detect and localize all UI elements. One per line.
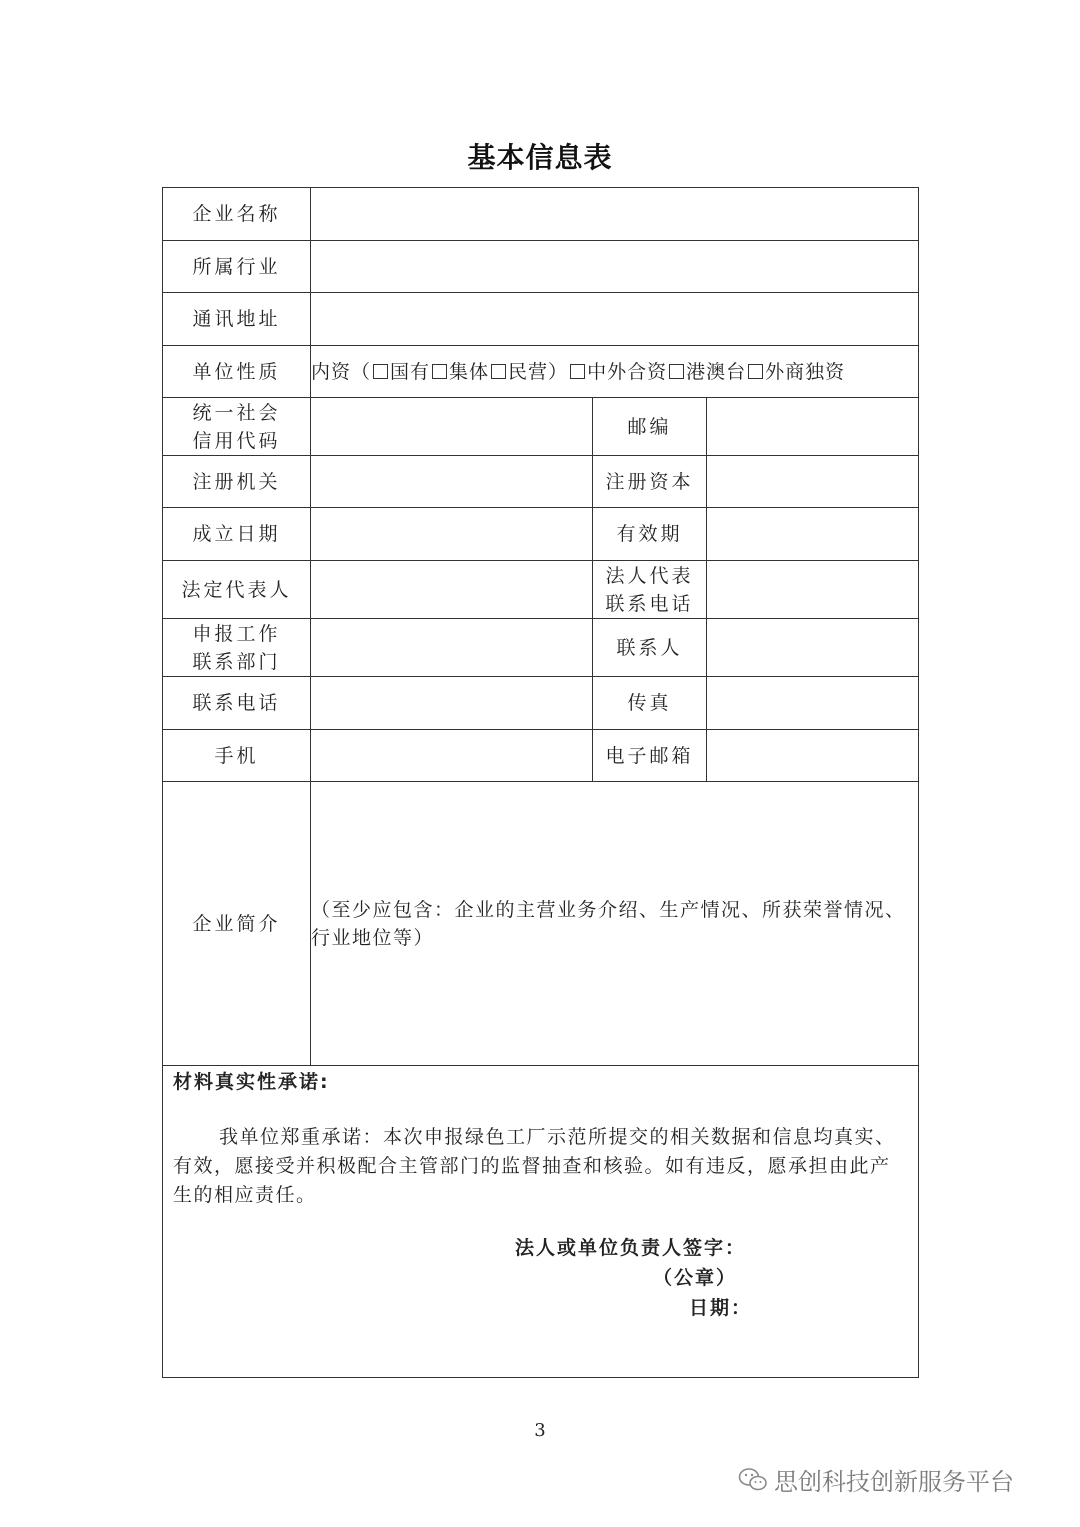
address-field[interactable] bbox=[311, 293, 919, 346]
legal-rep-phone-label: 法人代表 联系电话 bbox=[593, 561, 707, 619]
checkbox-hk-macao-taiwan[interactable] bbox=[669, 364, 684, 379]
postcode-field[interactable] bbox=[707, 398, 919, 456]
nature-label: 单位性质 bbox=[163, 346, 311, 398]
legal-rep-label: 法定代表人 bbox=[163, 561, 311, 619]
seal-label: （公章） bbox=[653, 1267, 738, 1289]
contact-dept-field[interactable] bbox=[311, 619, 593, 677]
contact-dept-label: 申报工作 联系部门 bbox=[163, 619, 311, 677]
company-name-field[interactable] bbox=[311, 188, 919, 241]
checkbox-joint-venture[interactable] bbox=[570, 364, 585, 379]
industry-field[interactable] bbox=[311, 241, 919, 293]
address-label: 通讯地址 bbox=[163, 293, 311, 346]
page-number: 3 bbox=[534, 1420, 546, 1441]
date-label: 日期： bbox=[689, 1297, 753, 1319]
mobile-label: 手机 bbox=[163, 730, 311, 782]
nature-opt-joint-venture: 中外合资 bbox=[587, 360, 668, 383]
founded-date-label: 成立日期 bbox=[163, 508, 311, 561]
page-title: 基本信息表 bbox=[467, 141, 613, 174]
credit-code-label: 统一社会 信用代码 bbox=[163, 398, 311, 456]
pledge-title: 材料真实性承诺: bbox=[173, 1071, 330, 1093]
checkbox-private[interactable] bbox=[491, 364, 506, 379]
fax-label: 传真 bbox=[593, 677, 707, 730]
mobile-field[interactable] bbox=[311, 730, 593, 782]
wechat-icon bbox=[738, 1467, 768, 1493]
checkbox-collective[interactable] bbox=[432, 364, 447, 379]
industry-label: 所属行业 bbox=[163, 241, 311, 293]
nature-opt-collective: 集体 bbox=[449, 360, 490, 383]
intro-label: 企业简介 bbox=[163, 782, 311, 1066]
fax-field[interactable] bbox=[707, 677, 919, 730]
pledge-text: 我单位郑重承诺：本次申报绿色工厂示范所提交的相关数据和信息均真实、有效，愿接受并积极配合主管部门的监督抽查和核验。如有违反，愿承担由此产生的相应责任。 bbox=[173, 1126, 896, 1206]
nature-opt-foreign-owned: 外商独资 bbox=[765, 360, 846, 383]
pledge-section bbox=[163, 1066, 919, 1378]
reg-capital-label: 注册资本 bbox=[593, 456, 707, 508]
contact-person-field[interactable] bbox=[707, 619, 919, 677]
nature-opt-hk-macao-taiwan: 港澳台 bbox=[686, 360, 747, 383]
checkbox-state-owned[interactable] bbox=[373, 364, 388, 379]
phone-field[interactable] bbox=[311, 677, 593, 730]
contact-person-label: 联系人 bbox=[593, 619, 707, 677]
reg-authority-label: 注册机关 bbox=[163, 456, 311, 508]
nature-prefix: 内资（ bbox=[311, 360, 372, 383]
intro-hint: （至少应包含：企业的主营业务介绍、生产情况、所获荣誉情况、行业地位等） bbox=[311, 898, 906, 949]
signature-label: 法人或单位负责人签字： bbox=[515, 1237, 747, 1259]
credit-code-field[interactable] bbox=[311, 398, 593, 456]
legal-rep-phone-field[interactable] bbox=[707, 561, 919, 619]
company-name-label: 企业名称 bbox=[163, 188, 311, 241]
nature-options bbox=[311, 346, 919, 398]
phone-label: 联系电话 bbox=[163, 677, 311, 730]
postcode-label: 邮编 bbox=[593, 398, 707, 456]
founded-date-field[interactable] bbox=[311, 508, 593, 561]
reg-capital-field[interactable] bbox=[707, 456, 919, 508]
basic-info-table bbox=[162, 187, 919, 1378]
validity-label: 有效期 bbox=[593, 508, 707, 561]
intro-field[interactable] bbox=[311, 782, 919, 1066]
email-label: 电子邮箱 bbox=[593, 730, 707, 782]
validity-field[interactable] bbox=[707, 508, 919, 561]
watermark bbox=[738, 1462, 1014, 1497]
nature-opt-private: 民营） bbox=[508, 360, 569, 383]
nature-opt-state-owned: 国有 bbox=[390, 360, 431, 383]
email-field[interactable] bbox=[707, 730, 919, 782]
checkbox-foreign-owned[interactable] bbox=[748, 364, 763, 379]
legal-rep-field[interactable] bbox=[311, 561, 593, 619]
watermark-text: 思创科技创新服务平台 bbox=[774, 1468, 1014, 1496]
reg-authority-field[interactable] bbox=[311, 456, 593, 508]
